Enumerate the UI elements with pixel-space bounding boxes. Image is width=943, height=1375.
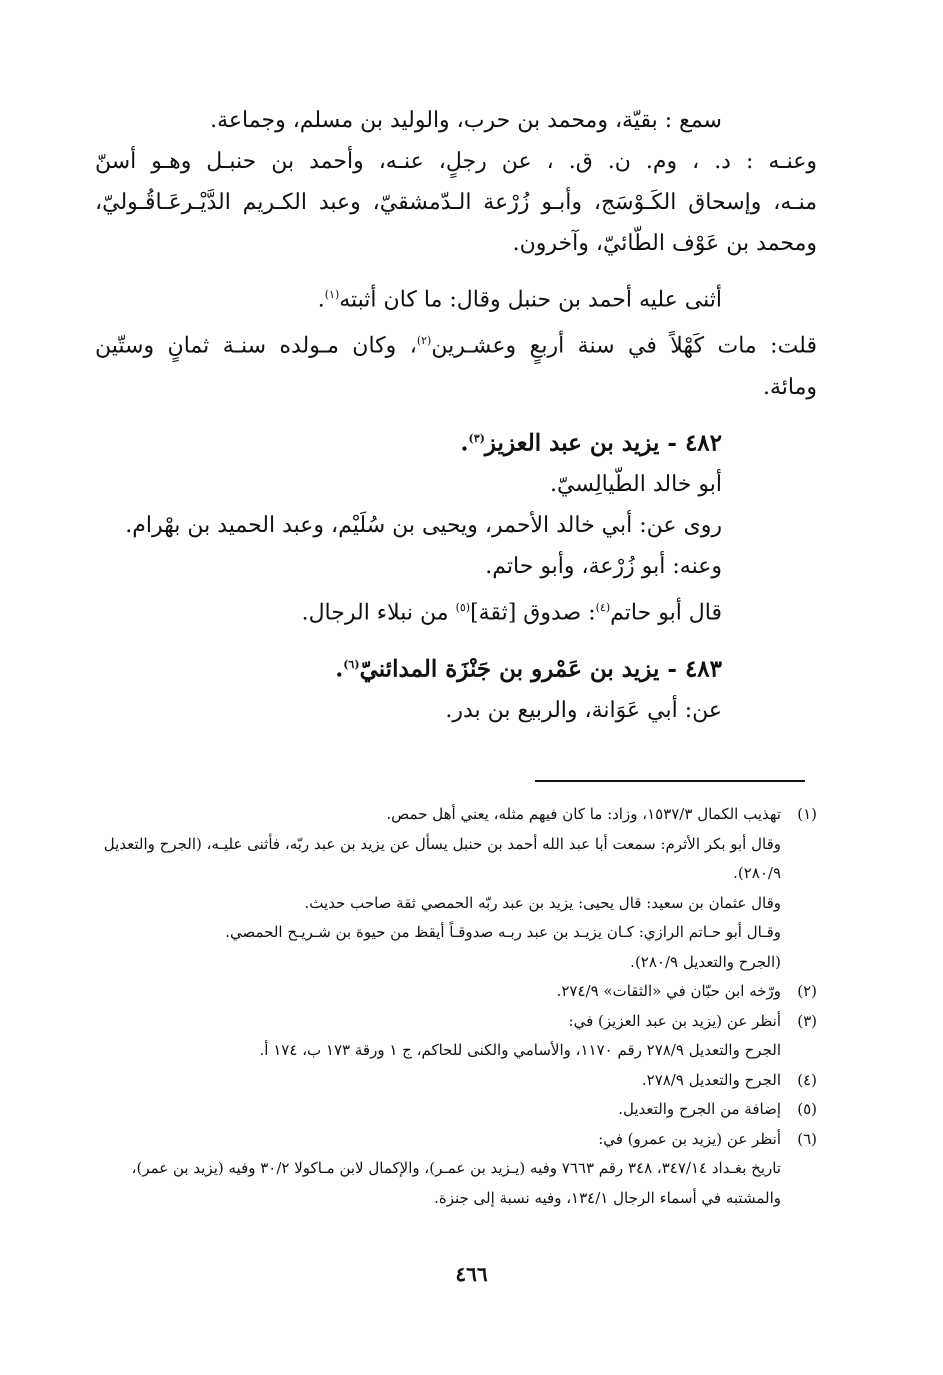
footnote-line: الجرح والتعديل ٢٧٨/٩ رقم ١١٧٠، والأسامي والكنى للحاكم، ج ١ ورقة ١٧٣ ب، ١٧٤ أ. bbox=[259, 1041, 781, 1059]
footnote-3 bbox=[100, 1007, 817, 1037]
footnote-number: (٦) bbox=[797, 1129, 817, 1148]
footnote-6 bbox=[100, 1125, 817, 1155]
footnote-line: الجرح والتعديل ٢٧٨/٩. bbox=[641, 1070, 781, 1089]
death-text-b: ، وكان مـولده سنـة ثمانٍ وستّين bbox=[95, 333, 417, 359]
prev-entry-heard-from: سمع : بقيّة، ومحمد بن حرب، والوليد بن مسلم، وجماعة. bbox=[210, 108, 722, 133]
footnote-ref: (١) bbox=[324, 288, 340, 301]
footnote-number: (٤) bbox=[797, 1070, 817, 1089]
main-text bbox=[95, 100, 817, 731]
footnote-line: وقال عثمان بن سعيد: قال يحيى: يزيد بن عبد ربّه الحمصي ثقة صاحب حديث. bbox=[304, 893, 781, 912]
grading-b: : صدوق [ثقة] bbox=[470, 600, 596, 626]
footnote-4 bbox=[100, 1066, 817, 1096]
entry-483-title: ٤٨٣ - يزيد بن عَمْرو بن جَنْزَة المدائنيّ$^{(٦)}$. bbox=[335, 655, 722, 683]
prev-entry-narrators-line-3: ومحمد بن عَوْف الطّائيّ، وآخرون. bbox=[512, 231, 817, 256]
footnote-number: (٣) bbox=[797, 1011, 817, 1030]
footnote-number: (٥) bbox=[797, 1100, 817, 1118]
prev-entry-narrators-line-1: وعنـه : د. ، وم. ن. ق. ، عن رجلٍ، عنـه، وأحمد بن حنبـل وهـو أسنّ bbox=[95, 149, 817, 174]
entry-483-narrated-from: عن: أبي عَوَانة، والربيع بن بدر. bbox=[445, 698, 722, 724]
footnote-line: وقال أبو بكر الأثرم: سمعت أبا عبد الله أحمد بن حنبل يسأل عن يزيد بن عبد ربّه، فأثنى عليـه، (الجرح والتعديل ٢٨٠/٩). bbox=[103, 834, 781, 882]
footnote-line: (الجرح والتعديل ٢٨٠/٩). bbox=[630, 952, 781, 971]
footnote-5 bbox=[100, 1095, 817, 1125]
grading-c: من نبلاء الرجال. bbox=[301, 600, 456, 626]
footnote-line: تاريخ بغـداد ٣٤٧/١٤، ٣٤٨ رقم ٧٦٦٣ وفيه (يـزيد بن عمـر)، والإكمال لابن مـاكولا ٣٠/٢ وفيه (يزيد بن عمر)، والمشتبه في أسماء الرجال ١٣٤/١، وفيه نسبة إلى جنزة. bbox=[131, 1159, 781, 1207]
prev-entry-death-line-1 bbox=[95, 320, 817, 366]
footnote-number: (٢) bbox=[797, 982, 817, 1000]
page-number: ٤٦٦ bbox=[455, 1262, 488, 1286]
entry-482-grading bbox=[95, 587, 817, 633]
footnote-line: أنظر عن (يزيد بن عبد العزيز) في: bbox=[568, 1011, 781, 1030]
entry-482-title-text: ٤٨٢ - يزيد بن عبد العزيز bbox=[484, 429, 722, 457]
entry-482-title: ٤٨٢ - يزيد بن عبد العزيز$^{(٣)}$. bbox=[460, 429, 722, 457]
footnote-line: وقـال أبو حـاتم الرازي: كـان يزيـد بن عبد ربـه صدوقـاً أيقظ من حيوة بن شـريـح الحمصي. bbox=[225, 923, 781, 941]
death-text-a: قلت: مات كَهْلاً في سنة أربعٍ وعشـرين bbox=[431, 333, 817, 359]
entry-482-narrated-from: روى عن: أبي خالد الأحمر، ويحيى بن سُلَيْم، وعبد الحميد بن بهْرام. bbox=[125, 513, 722, 539]
footnote-line: ورّخه ابن حبّان في «الثقات» ٢٧٤/٩. bbox=[556, 982, 781, 1000]
footnotes bbox=[100, 800, 817, 1213]
footnote-ref: (٢) bbox=[416, 334, 432, 348]
entry-482-kunya: أبو خالد الطّيالِسيّ. bbox=[549, 472, 722, 498]
footnote-ref: (٣) bbox=[468, 431, 485, 445]
footnote-1 bbox=[100, 800, 817, 830]
grading-a: قال أبو حاتم bbox=[610, 600, 722, 626]
prev-entry-praise: أثنى عليه أحمد بن حنبل وقال: ما كان أثبته$^{(١)}$. bbox=[317, 287, 722, 313]
prev-entry-narrators-line-2: منـه، وإسحاق الكَـوْسَج، وأبـو زُرْعة الـدّمشقيّ، وعبد الكـريم الدَّيْـرعَـاقُـوليّ، bbox=[95, 190, 817, 215]
footnote-number: (١) bbox=[797, 805, 817, 823]
footnote-line: تهذيب الكمال ١٥٣٧/٣، وزاد: ما كان فيهم مثله، يعني أهل حمص. bbox=[386, 805, 781, 823]
footnote-ref: (٦) bbox=[343, 657, 360, 671]
footnote-2 bbox=[100, 977, 817, 1007]
prev-entry-death-line-2: ومائة. bbox=[762, 374, 817, 400]
footnote-separator bbox=[535, 780, 805, 782]
footnote-line: إضافة من الجرح والتعديل. bbox=[618, 1100, 781, 1118]
footnote-ref: (٥) bbox=[455, 601, 471, 615]
entry-482-narrators: وعنه: أبو زُرْعة، وأبو حاتم. bbox=[485, 554, 722, 580]
footnote-line: أنظر عن (يزيد بن عمرو) في: bbox=[598, 1129, 781, 1148]
entry-483-title-text: ٤٨٣ - يزيد بن عَمْرو بن جَنْزَة المدائنيّ bbox=[359, 655, 722, 683]
praise-text: أثنى عليه أحمد بن حنبل وقال: ما كان أثبته bbox=[339, 287, 722, 313]
footnote-ref: (٤) bbox=[595, 601, 611, 615]
